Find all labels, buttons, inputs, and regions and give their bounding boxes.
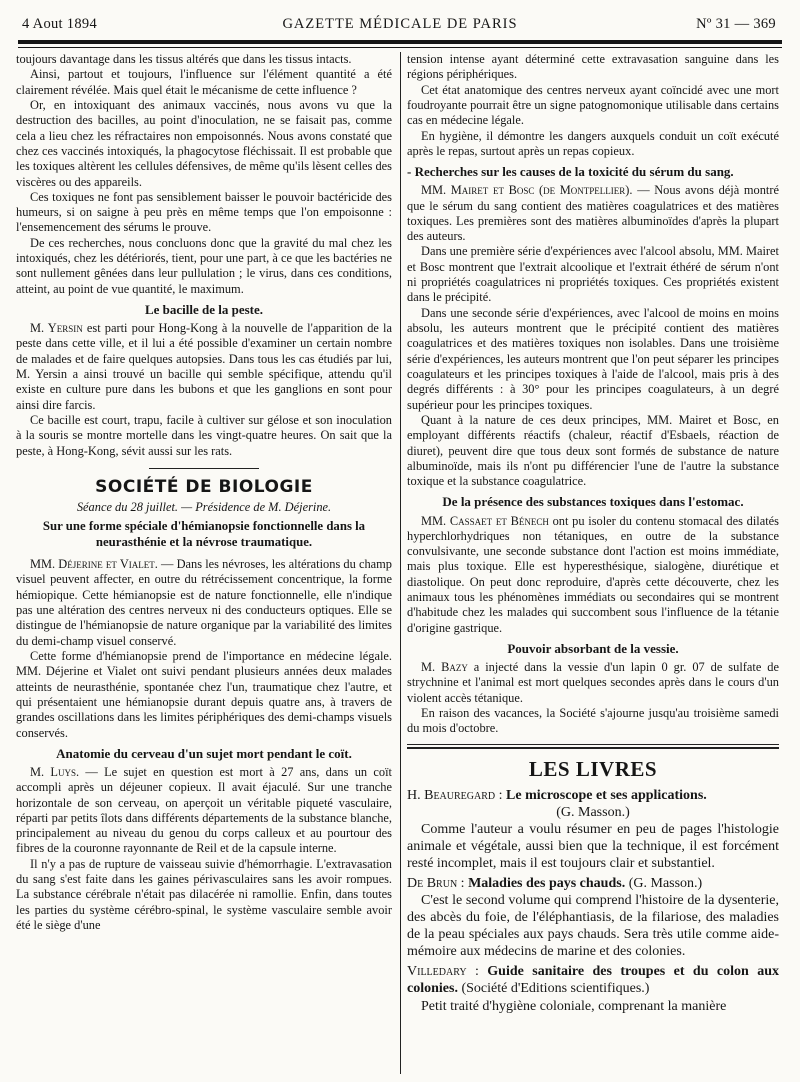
section-double-rule [407, 744, 779, 749]
section-heading-toxicite: - Recherches sur les causes de la toxicité du sérum du sang. [407, 164, 734, 180]
header-rule-thin [18, 47, 782, 48]
paragraph-text: ont pu isoler du contenu stomacal des dilatés hyperchlorhydriques non tétaniques, en outre de la substance convulsivante, une seconde substance dont l'action est moins immédiate, mais plus toxique. Elle est hyperesthésique, sialogène, diurétique et diastolique. On peut donc reproduire, d'après cette découverte, chez les animaux tous les phénomènes immédiats ou secondaires qui se montrent d'habitude chez les malades qui succombent sous l'influence de la tétanie d'origine gastrique. [407, 513, 779, 635]
author-name: M. Luys. [30, 764, 80, 779]
article-title-hemianopsie: Sur une forme spéciale d'hémianopsie fonctionnelle dans la neurasthénie et la névrose traumatique. [42, 519, 366, 550]
paragraph [16, 321, 392, 413]
right-column [407, 52, 779, 1078]
section-heading-estomac: De la présence des substances toxiques dans l'estomac. [442, 494, 744, 510]
paragraph: En raison des vacances, la Société s'ajourne jusqu'au troisième samedi du mois d'octobre. [407, 706, 779, 736]
paragraph [407, 660, 779, 706]
paragraph: Quant à la nature de ces deux principes, MM. Mairet et Bosc, en employant différents réactifs (chaleur, réactif d'Esbaels, réaction de diuret), peuvent dire que tous deux sont formés de substance de nature albuminoïde, mais ils n'ont pu différencier l'une de l'autre la substance toxique et la substance coagulatrice. [407, 412, 779, 489]
book-review-text: Petit traité d'hygiène coloniale, comprenant la manière [421, 998, 727, 1014]
paragraph: Dans une première série d'expériences avec l'alcool absolu, MM. Mairet et Bosc montrent que l'extrait alcoolique et l'extrait éthéré de sérum n'ont ni propriétés coagulatrices ni propriétés toxiques. Ces propriétés existent dans le précipité. [407, 244, 779, 305]
book-publisher: (G. Masson.) [628, 875, 703, 891]
books-section-title: LES LIVRES [528, 756, 658, 781]
paragraph-text: est parti pour Hong-Kong à la nouvelle de l'apparition de la peste dans cette ville, et il lui a été possible d'examiner un certain nombre de malades et de faire quelques autopsies. Dans tous les cas étudiés par lui, M. Yersin a ainsi trouvé un bacille qui semble spécifique, attendu qu'il existe en culture pure dans les bubons et que les ganglions en sont pour ainsi dire farcis. [16, 321, 392, 412]
section-heading-peste: Le bacille de la peste. [144, 302, 264, 317]
section-heading-anatomie: Anatomie du cerveau d'un sujet mort pendant le coït. [56, 745, 352, 761]
book-author: Villedary : [407, 964, 479, 980]
book-title: Le microscope et ses applications. [506, 787, 707, 803]
header-title: GAZETTE MÉDICALE DE PARIS [282, 16, 518, 32]
paragraph: Ainsi, partout et toujours, l'influence sur l'élément quantité a été clairement révélée. Mais quel était le mécanisme de cette influence ? [16, 67, 392, 97]
paragraph: En hygiène, il démontre les dangers auxquels conduit un coït exécuté après le repas, surtout après un repas copieux. [407, 128, 779, 158]
column-divider [400, 52, 401, 1074]
header-rule-thick [18, 40, 782, 44]
society-title: SOCIÉTÉ DE BIOLOGIE [95, 476, 313, 497]
author-name: M. Bazy [421, 660, 468, 675]
paragraph: Cet état anatomique des centres nerveux ayant coïncidé avec une mort foudroyante pourrait être un signe patognomonique utilisable dans certains cas en médecine légale. [407, 82, 779, 128]
book-review-text: Comme l'auteur a voulu résumer en peu de pages l'histologie animale et végétale, aussi bien que la technique, il est forcément resté incomplet, mais il est toujours clair et substantiel. [407, 821, 779, 871]
book-author: H. Beauregard : [407, 787, 503, 803]
paragraph [407, 183, 779, 244]
paragraph [16, 557, 392, 649]
session-line: Séance du 28 juillet. — Présidence de M. Déjerine. [76, 499, 332, 514]
paragraph: Dans une seconde série d'expériences, avec l'alcool de moins en moins absolu, les auteurs montrent que le précipité contient des matières coagulatrices et des matières toxiques non isolables. Dans une troisième série d'expériences, les auteurs montrent que l'on peut séparer les principes coagulateurs et les principes toxiques à l'aide de l'alcool, mais pris à des degrés différents : à 30° pour les principes coagulateurs, à un degré supérieur pour les principes toxiques. [407, 305, 779, 412]
author-name: MM. Déjerine et Vialet. [30, 557, 158, 572]
paragraph: Cette forme d'hémianopsie prend de l'importance en médecine légale. MM. Déjerine et Vialet ont suivi pendant plusieurs années deux malades atteints de neurasthénie, spontanée chez l'un, traumatique chez l'autre, et qui présentaient une hémianopsie durant depuis quatre ans, à travers de grandes oscillations dans les limites périphériques des demi-champs visuels conservés. [16, 649, 392, 740]
author-name: M. Yersin [30, 321, 83, 336]
book-reviews [407, 787, 779, 1015]
section-divider [149, 468, 259, 469]
book-entry-title [407, 963, 779, 997]
book-entry-title [407, 787, 779, 804]
left-column [16, 52, 392, 1078]
book-title: Maladies des pays chauds. [468, 875, 626, 891]
author-name: MM. Mairet et Bosc (de Montpellier). [421, 183, 633, 198]
book-publisher: (Société d'Editions scientifiques.) [461, 981, 650, 997]
paragraph-text: — Dans les névroses, les altérations du champ visuel peuvent affecter, en outre du rétrécissement concentrique, la forme hémiopique. Cette hémianopsie est de nature fonctionnelle, elle n'indique pas une altération des centres nerveux ni des conducteurs optiques. Elle se distingue de l'hémianopsie de nature organique par la variabilité des limites du demi-champ visuel conservé. [16, 557, 392, 648]
header-date: 4 Aout 1894 [22, 16, 97, 32]
section-heading-vessie: Pouvoir absorbant de la vessie. [507, 641, 679, 657]
page-header [14, 16, 786, 38]
paragraph: toujours davantage dans les tissus altérés que dans les tissus intacts. [16, 52, 352, 66]
author-name: MM. Cassaet et Bénech [421, 513, 549, 528]
book-author: De Brun : [407, 875, 465, 891]
book-title: Guide sanitaire des troupes et du colon aux colonies. [407, 964, 779, 997]
paragraph-text: — Le sujet en question est mort à 27 ans, dans un coït accompli après un déjeuner copieux. Il avait éjaculé. Sur une tranche horizontale de son cerveau, on aperçoit un véritable piqueté vasculaire, réparti par petits îlots dans différents départements de la substance blanche, principalement au niveau du genou du corps calleux et au pourtour des fibres de la couronne rayonnante de Reil et de la capsule interne. [16, 764, 392, 856]
paragraph: Il n'y a pas de rupture de vaisseau suivie d'hémorrhagie. L'extravasation du sang s'est faite dans les gaines périvasculaires sans les avoir rompues. La substance cérébrale n'était pas dilacérée ni ramollie. Enfin, dans toutes les parties du système cérébro-spinal, le système vasculaire semble avoir été le siège d'une [16, 856, 392, 933]
paragraph [16, 765, 392, 857]
paragraph: Ces toxiques ne font pas sensiblement baisser le pouvoir bactéricide des humeurs, si on saigne à peu près en même temps que l'on empoisonne : l'ensemencement des sérums le prouve. [16, 189, 392, 235]
book-publisher: (G. Masson.) [556, 804, 630, 820]
book-entry-title [407, 875, 779, 892]
book-review-text: C'est le second volume qui comprend l'histoire de la dysenterie, des abcès du foie, de l'éléphantiasis, de la filariose, des maladies de la peau spéciales aux pays chauds. Sera très utile comme aide-mémoire aux médecins de marine et des colonies. [407, 893, 779, 960]
paragraph [407, 514, 779, 637]
paragraph: tension intense ayant déterminé cette extravasation sanguine dans les régions périphériques. [407, 52, 779, 82]
paragraph: Ce bacille est court, trapu, facile à cultiver sur gélose et son inoculation à la souris se montre mortelle dans les vingt-quatre heures. On sait que la peste, à Hong-Kong, sévit aussi sur les rats. [16, 412, 392, 458]
paragraph-text: a injecté dans la vessie d'un lapin 0 gr. 07 de sulfate de strychnine et l'animal est mort quelques secondes après dans le cours d'un violent accès tétanique. [407, 660, 779, 705]
paragraph-text: — Nous avons déjà montré que le sérum du sang contient des matières coagulatrices et des matières toxiques. Les premières sont des matières albuminoïdes d'après la plupart des auteurs. [407, 183, 779, 244]
paragraph: De ces recherches, nous concluons donc que la gravité du mal chez les intoxiqués, chez les détériorés, tient, pour une part, à ce que les bactéries ne sont nullement gênées dans leur pullulation ; le virus, dans ces conditions, atteint, au point de vue quantité, le maximum. [16, 235, 392, 296]
paragraph: Or, en intoxiquant des animaux vaccinés, nous avons vu que la destruction des bacilles, au point d'inoculation, ne se faisait pas, comme cela a lieu chez les réfractaires non empoisonnés. Nous avons constaté que chez ces vaccinés intoxiqués, la phagocytose fléchissait. Il est probable que les toxiques altèrent les cellules défensives, de même qu'ils lèsent celles des viscères ou des appareils. [16, 97, 392, 189]
header-issue-number: Nº 31 — 369 [696, 16, 776, 32]
